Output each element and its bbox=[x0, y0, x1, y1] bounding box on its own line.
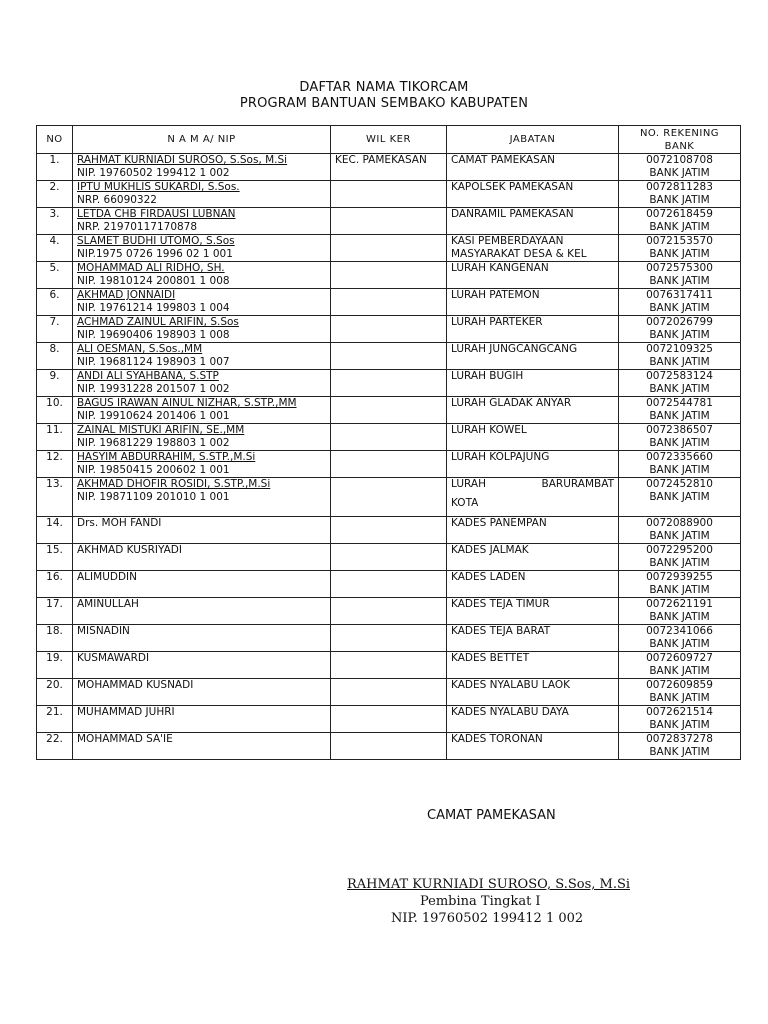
bank-name: BANK JATIM bbox=[649, 557, 710, 569]
nip-line: NRP. 21970117170878 bbox=[77, 221, 198, 233]
bank-name: BANK JATIM bbox=[649, 746, 710, 758]
rekening-number: 0072341066 bbox=[646, 625, 713, 637]
rekening-number: 0072026799 bbox=[646, 316, 713, 328]
cell-no: 5. bbox=[37, 262, 73, 289]
nip-line: NIP. 19871109 201010 1 001 bbox=[77, 491, 230, 503]
bank-name: BANK JATIM bbox=[649, 638, 710, 650]
cell-wilker bbox=[331, 397, 447, 424]
jabatan-line: KADES NYALABU LAOK bbox=[451, 679, 570, 691]
table-row bbox=[37, 397, 741, 424]
jabatan-line: LURAH JUNGCANGCANG bbox=[451, 343, 578, 355]
cell-wilker bbox=[331, 289, 447, 316]
cell-wilker bbox=[331, 343, 447, 370]
table-row bbox=[37, 370, 741, 397]
nama-line: SLAMET BUDHI UTOMO, S.Sos bbox=[77, 235, 235, 247]
cell-rekening bbox=[619, 652, 741, 679]
nama-line: KUSMAWARDI bbox=[77, 652, 150, 664]
table-row bbox=[37, 544, 741, 571]
cell-nama bbox=[73, 517, 331, 544]
jabatan-line: KADES PANEMPAN bbox=[451, 517, 547, 529]
cell-rekening bbox=[619, 517, 741, 544]
cell-nama bbox=[73, 571, 331, 598]
cell-no: 20. bbox=[37, 679, 73, 706]
jabatan-line2 bbox=[451, 275, 614, 288]
table-row bbox=[37, 598, 741, 625]
cell-no: 18. bbox=[37, 625, 73, 652]
cell-wilker bbox=[331, 544, 447, 571]
table-row bbox=[37, 625, 741, 652]
nip-line: NIP. 19810124 200801 1 008 bbox=[77, 275, 230, 287]
cell-rekening bbox=[619, 289, 741, 316]
cell-rekening bbox=[619, 316, 741, 343]
cell-nama bbox=[73, 598, 331, 625]
cell-wilker bbox=[331, 478, 447, 517]
jabatan-line: KADES JALMAK bbox=[451, 544, 529, 556]
nip-line: NIP. 19910624 201406 1 001 bbox=[77, 410, 230, 422]
cell-no: 7. bbox=[37, 316, 73, 343]
cell-wilker bbox=[331, 235, 447, 262]
cell-jabatan bbox=[447, 571, 619, 598]
cell-wilker bbox=[331, 571, 447, 598]
cell-jabatan bbox=[447, 652, 619, 679]
cell-nama bbox=[73, 181, 331, 208]
nama-line: MOHAMMAD KUSNADI bbox=[77, 679, 194, 691]
cell-jabatan bbox=[447, 679, 619, 706]
table-row bbox=[37, 316, 741, 343]
cell-rekening bbox=[619, 598, 741, 625]
document-subtitle: PROGRAM BANTUAN SEMBAKO KABUPATEN bbox=[239, 96, 529, 111]
jabatan-line: KADES TEJA TIMUR bbox=[451, 598, 550, 610]
jabatan-line2 bbox=[451, 302, 614, 315]
table-row bbox=[37, 571, 741, 598]
table-row bbox=[37, 706, 741, 733]
cell-no: 13. bbox=[37, 478, 73, 517]
nip-line: NIP. 19931228 201507 1 002 bbox=[77, 383, 230, 395]
cell-nama bbox=[73, 343, 331, 370]
bank-name: BANK JATIM bbox=[649, 665, 710, 677]
jabatan-line: KAPOLSEK PAMEKASAN bbox=[451, 181, 574, 193]
rekening-number: 0072108708 bbox=[646, 154, 713, 166]
rekening-number: 0072583124 bbox=[646, 370, 713, 382]
cell-rekening bbox=[619, 571, 741, 598]
rekening-number: 0072088900 bbox=[646, 517, 713, 529]
cell-rekening bbox=[619, 154, 741, 181]
rekening-number: 0072609727 bbox=[646, 652, 713, 664]
bank-name: BANK JATIM bbox=[649, 248, 710, 260]
table-row bbox=[37, 181, 741, 208]
cell-no: 4. bbox=[37, 235, 73, 262]
jabatan-line: LURAH PATEMON bbox=[451, 289, 540, 301]
jabatan-line2 bbox=[451, 530, 614, 543]
jabatan-line2 bbox=[451, 437, 614, 450]
cell-rekening bbox=[619, 544, 741, 571]
jabatan-text: LURAH bbox=[451, 478, 486, 490]
cell-no: 16. bbox=[37, 571, 73, 598]
cell-rekening bbox=[619, 625, 741, 652]
bank-name: BANK JATIM bbox=[649, 584, 710, 596]
cell-rekening bbox=[619, 370, 741, 397]
column-header-rekening bbox=[619, 126, 741, 154]
cell-jabatan bbox=[447, 235, 619, 262]
table-header-row bbox=[37, 126, 741, 154]
jabatan-line: KADES NYALABU DAYA bbox=[451, 706, 569, 718]
jabatan-line: KADES LADEN bbox=[451, 571, 526, 583]
cell-jabatan bbox=[447, 424, 619, 451]
cell-no: 8. bbox=[37, 343, 73, 370]
bank-name: BANK JATIM bbox=[649, 410, 710, 422]
nip-line: NIP. 19681124 198903 1 007 bbox=[77, 356, 230, 368]
cell-rekening bbox=[619, 424, 741, 451]
cell-jabatan bbox=[447, 706, 619, 733]
table-row bbox=[37, 652, 741, 679]
cell-nama bbox=[73, 652, 331, 679]
jabatan-line: CAMAT PAMEKASAN bbox=[451, 154, 556, 166]
cell-jabatan bbox=[447, 181, 619, 208]
cell-wilker bbox=[331, 517, 447, 544]
jabatan-line: KADES TEJA BARAT bbox=[451, 625, 551, 637]
rekening-number: 0072609859 bbox=[646, 679, 713, 691]
jabatan-line: KASI PEMBERDAYAAN bbox=[451, 235, 564, 247]
nama-line: ANDI ALI SYAHBANA, S.STP bbox=[77, 370, 219, 382]
bank-name: BANK JATIM bbox=[649, 437, 710, 449]
signature-rank: Pembina Tingkat I bbox=[420, 894, 541, 909]
cell-wilker bbox=[331, 652, 447, 679]
cell-jabatan bbox=[447, 154, 619, 181]
bank-name: BANK JATIM bbox=[649, 275, 710, 287]
jabatan-line2: MASYARAKAT DESA & KEL bbox=[451, 248, 587, 260]
cell-wilker bbox=[331, 262, 447, 289]
cell-jabatan bbox=[447, 544, 619, 571]
table-row bbox=[37, 208, 741, 235]
jabatan-line2 bbox=[451, 221, 614, 234]
rekening-number: 0076317411 bbox=[646, 289, 713, 301]
cell-no: 1. bbox=[37, 154, 73, 181]
jabatan-line: KADES BETTET bbox=[451, 652, 530, 664]
bank-name: BANK JATIM bbox=[649, 692, 710, 704]
rekening-number: 0072575300 bbox=[646, 262, 713, 274]
cell-wilker bbox=[331, 424, 447, 451]
cell-wilker bbox=[331, 598, 447, 625]
table-row bbox=[37, 733, 741, 760]
nama-line: ZAINAL MISTUKI ARIFIN, SE.,MM bbox=[77, 424, 245, 436]
cell-jabatan bbox=[447, 343, 619, 370]
bank-name: BANK JATIM bbox=[649, 356, 710, 368]
cell-jabatan bbox=[447, 397, 619, 424]
nip-line: NIP.1975 0726 1996 02 1 001 bbox=[77, 248, 233, 260]
cell-nama bbox=[73, 424, 331, 451]
nama-line: RAHMAT KURNIADI SUROSO, S.Sos, M.Si bbox=[77, 154, 288, 166]
nip-line bbox=[77, 530, 326, 543]
cell-wilker: KEC. PAMEKASAN bbox=[331, 154, 447, 181]
rekening-number: 0072618459 bbox=[646, 208, 713, 220]
bank-name: BANK JATIM bbox=[649, 464, 710, 476]
jabatan-line2 bbox=[451, 464, 614, 477]
nama-line: MOHAMMAD ALI RIDHO, SH. bbox=[77, 262, 225, 274]
cell-no: 10. bbox=[37, 397, 73, 424]
cell-nama bbox=[73, 208, 331, 235]
cell-jabatan bbox=[447, 289, 619, 316]
cell-jabatan bbox=[447, 370, 619, 397]
cell-nama bbox=[73, 289, 331, 316]
cell-no: 2. bbox=[37, 181, 73, 208]
cell-no: 15. bbox=[37, 544, 73, 571]
cell-nama bbox=[73, 262, 331, 289]
cell-wilker bbox=[331, 181, 447, 208]
nip-line: NIP. 19760502 199412 1 002 bbox=[77, 167, 230, 179]
nama-line: AKHMAD DHOFIR ROSIDI, S.STP.,M.Si bbox=[77, 478, 271, 490]
jabatan-line: LURAH KOLPAJUNG bbox=[451, 451, 550, 463]
table-row bbox=[37, 289, 741, 316]
column-header-no: NO bbox=[37, 126, 73, 154]
jabatan-line: LURAH PARTEKER bbox=[451, 316, 543, 328]
cell-nama bbox=[73, 397, 331, 424]
rekening-number: 0072544781 bbox=[646, 397, 713, 409]
cell-jabatan bbox=[447, 478, 619, 517]
nip-line: NIP. 19681229 198803 1 002 bbox=[77, 437, 230, 449]
cell-rekening bbox=[619, 235, 741, 262]
table-row bbox=[37, 451, 741, 478]
jabatan-line2 bbox=[451, 719, 614, 732]
cell-nama bbox=[73, 451, 331, 478]
cell-no: 6. bbox=[37, 289, 73, 316]
jabatan-line: LURAH BUGIH bbox=[451, 370, 524, 382]
nip-line bbox=[77, 746, 326, 759]
cell-rekening bbox=[619, 343, 741, 370]
rekening-number: 0072939255 bbox=[646, 571, 713, 583]
cell-wilker bbox=[331, 208, 447, 235]
nama-line: ACHMAD ZAINUL ARIFIN, S.Sos bbox=[77, 316, 239, 328]
cell-wilker bbox=[331, 679, 447, 706]
rekening-number: 0072452810 bbox=[646, 478, 713, 490]
jabatan-line: DANRAMIL PAMEKASAN bbox=[451, 208, 574, 220]
jabatan-line2 bbox=[451, 383, 614, 396]
cell-no: 12. bbox=[37, 451, 73, 478]
jabatan-line2: KOTA bbox=[451, 497, 479, 509]
rekening-header-line1: NO. REKENING bbox=[639, 127, 720, 139]
table-row bbox=[37, 517, 741, 544]
table-row bbox=[37, 478, 741, 517]
cell-jabatan bbox=[447, 262, 619, 289]
nip-line bbox=[77, 557, 326, 570]
bank-name: BANK JATIM bbox=[649, 167, 710, 179]
nip-line: NIP. 19850415 200602 1 001 bbox=[77, 464, 230, 476]
nip-line: NIP. 19690406 198903 1 008 bbox=[77, 329, 230, 341]
cell-no: 3. bbox=[37, 208, 73, 235]
jabatan-line2 bbox=[451, 584, 614, 597]
rekening-number: 0072621191 bbox=[646, 598, 713, 610]
cell-rekening bbox=[619, 262, 741, 289]
cell-no: 9. bbox=[37, 370, 73, 397]
signature-position: CAMAT PAMEKASAN bbox=[427, 808, 556, 823]
cell-jabatan bbox=[447, 517, 619, 544]
jabatan-text-b: BARURAMBAT bbox=[541, 478, 614, 490]
cell-no: 19. bbox=[37, 652, 73, 679]
nama-line: AKHMAD JONNAIDI bbox=[77, 289, 176, 301]
cell-wilker bbox=[331, 316, 447, 343]
nama-line: MUHAMMAD JUHRI bbox=[77, 706, 175, 718]
table-row bbox=[37, 262, 741, 289]
cell-nama bbox=[73, 733, 331, 760]
cell-wilker bbox=[331, 451, 447, 478]
jabatan-line2 bbox=[451, 194, 614, 207]
bank-name: BANK JATIM bbox=[649, 491, 710, 503]
nip-line bbox=[77, 692, 326, 705]
jabatan-line: LURAH GLADAK ANYAR bbox=[451, 397, 572, 409]
jabatan-line2 bbox=[451, 692, 614, 705]
cell-no: 17. bbox=[37, 598, 73, 625]
table-row bbox=[37, 154, 741, 181]
cell-rekening bbox=[619, 706, 741, 733]
cell-no: 21. bbox=[37, 706, 73, 733]
nama-line: LETDA CHB FIRDAUSI LUBNAN bbox=[77, 208, 236, 220]
cell-wilker bbox=[331, 370, 447, 397]
cell-nama bbox=[73, 316, 331, 343]
cell-rekening bbox=[619, 397, 741, 424]
signature-nip: NIP. 19760502 199412 1 002 bbox=[391, 911, 584, 926]
jabatan-line2 bbox=[451, 638, 614, 651]
nip-line bbox=[77, 638, 326, 651]
column-header-jabatan: JABATAN bbox=[447, 126, 619, 154]
nama-line: Drs. MOH FANDI bbox=[77, 517, 162, 529]
bank-name: BANK JATIM bbox=[649, 194, 710, 206]
rekening-number: 0072386507 bbox=[646, 424, 713, 436]
cell-rekening bbox=[619, 733, 741, 760]
bank-name: BANK JATIM bbox=[649, 383, 710, 395]
nama-line: IPTU MUKHLIS SUKARDI, S.Sos. bbox=[77, 181, 240, 193]
rekening-number: 0072335660 bbox=[646, 451, 713, 463]
cell-rekening bbox=[619, 451, 741, 478]
cell-no: 11. bbox=[37, 424, 73, 451]
cell-jabatan bbox=[447, 625, 619, 652]
bank-name: BANK JATIM bbox=[649, 329, 710, 341]
jabatan-line2 bbox=[451, 557, 614, 570]
nama-line: MOHAMMAD SA'IE bbox=[77, 733, 173, 745]
jabatan-line: LURAH KANGENAN bbox=[451, 262, 549, 274]
rekening-number: 0072811283 bbox=[646, 181, 713, 193]
rekening-number: 0072109325 bbox=[646, 343, 713, 355]
nama-line: ALI OESMAN, S.Sos.,MM bbox=[77, 343, 203, 355]
table-row bbox=[37, 679, 741, 706]
column-header-wilker: WIL KER bbox=[331, 126, 447, 154]
nama-line: AKHMAD KUSRIYADI bbox=[77, 544, 182, 556]
bank-name: BANK JATIM bbox=[649, 221, 710, 233]
signature-name bbox=[347, 877, 630, 892]
jabatan-line2 bbox=[451, 356, 614, 369]
nama-line: ALIMUDDIN bbox=[77, 571, 137, 583]
signature-name-text: RAHMAT KURNIADI SUROSO, S.Sos, M.Si bbox=[347, 877, 631, 892]
cell-nama bbox=[73, 706, 331, 733]
cell-nama bbox=[73, 544, 331, 571]
jabatan-line2 bbox=[451, 746, 614, 759]
jabatan-line: LURAH KOWEL bbox=[451, 424, 527, 436]
cell-rekening bbox=[619, 208, 741, 235]
bank-name: BANK JATIM bbox=[649, 611, 710, 623]
nama-line: BAGUS IRAWAN AINUL NIZHAR, S.STP.,MM bbox=[77, 397, 297, 409]
table-row bbox=[37, 424, 741, 451]
cell-nama bbox=[73, 478, 331, 517]
nip-line bbox=[77, 584, 326, 597]
jabatan-line2 bbox=[451, 329, 614, 342]
nama-line: AMINULLAH bbox=[77, 598, 139, 610]
nip-line: NRP. 66090322 bbox=[77, 194, 157, 206]
jabatan-line bbox=[451, 478, 614, 491]
rekening-number: 0072295200 bbox=[646, 544, 713, 556]
jabatan-line2 bbox=[451, 611, 614, 624]
nip-line bbox=[77, 665, 326, 678]
rekening-number: 0072153570 bbox=[646, 235, 713, 247]
rekening-number: 0072621514 bbox=[646, 706, 713, 718]
cell-wilker bbox=[331, 733, 447, 760]
rekening-number: 0072837278 bbox=[646, 733, 713, 745]
nip-line bbox=[77, 611, 326, 624]
jabatan-line2 bbox=[451, 410, 614, 423]
cell-no: 22. bbox=[37, 733, 73, 760]
cell-wilker bbox=[331, 625, 447, 652]
cell-rekening bbox=[619, 181, 741, 208]
cell-nama bbox=[73, 154, 331, 181]
rekening-header-line2: BANK bbox=[664, 140, 695, 152]
document-title: DAFTAR NAMA TIKORCAM bbox=[299, 80, 469, 95]
nip-line bbox=[77, 719, 326, 732]
recipient-table bbox=[36, 125, 741, 760]
nama-line: MISNADIN bbox=[77, 625, 130, 637]
jabatan-line: KADES TORONAN bbox=[451, 733, 543, 745]
column-header-nama: N A M A/ NIP bbox=[73, 126, 331, 154]
bank-name: BANK JATIM bbox=[649, 530, 710, 542]
cell-nama bbox=[73, 370, 331, 397]
jabatan-line2 bbox=[451, 167, 614, 180]
table-row bbox=[37, 235, 741, 262]
bank-name: BANK JATIM bbox=[649, 302, 710, 314]
nip-line: NIP. 19761214 199803 1 004 bbox=[77, 302, 230, 314]
cell-rekening bbox=[619, 478, 741, 517]
cell-nama bbox=[73, 235, 331, 262]
cell-jabatan bbox=[447, 733, 619, 760]
cell-rekening bbox=[619, 679, 741, 706]
cell-jabatan bbox=[447, 451, 619, 478]
cell-no: 14. bbox=[37, 517, 73, 544]
nama-line: HASYIM ABDURRAHIM, S.STP.,M.Si bbox=[77, 451, 256, 463]
cell-wilker bbox=[331, 706, 447, 733]
cell-jabatan bbox=[447, 208, 619, 235]
bank-name: BANK JATIM bbox=[649, 719, 710, 731]
table-row bbox=[37, 343, 741, 370]
cell-jabatan bbox=[447, 598, 619, 625]
cell-nama bbox=[73, 625, 331, 652]
cell-nama bbox=[73, 679, 331, 706]
cell-jabatan bbox=[447, 316, 619, 343]
jabatan-line2 bbox=[451, 665, 614, 678]
